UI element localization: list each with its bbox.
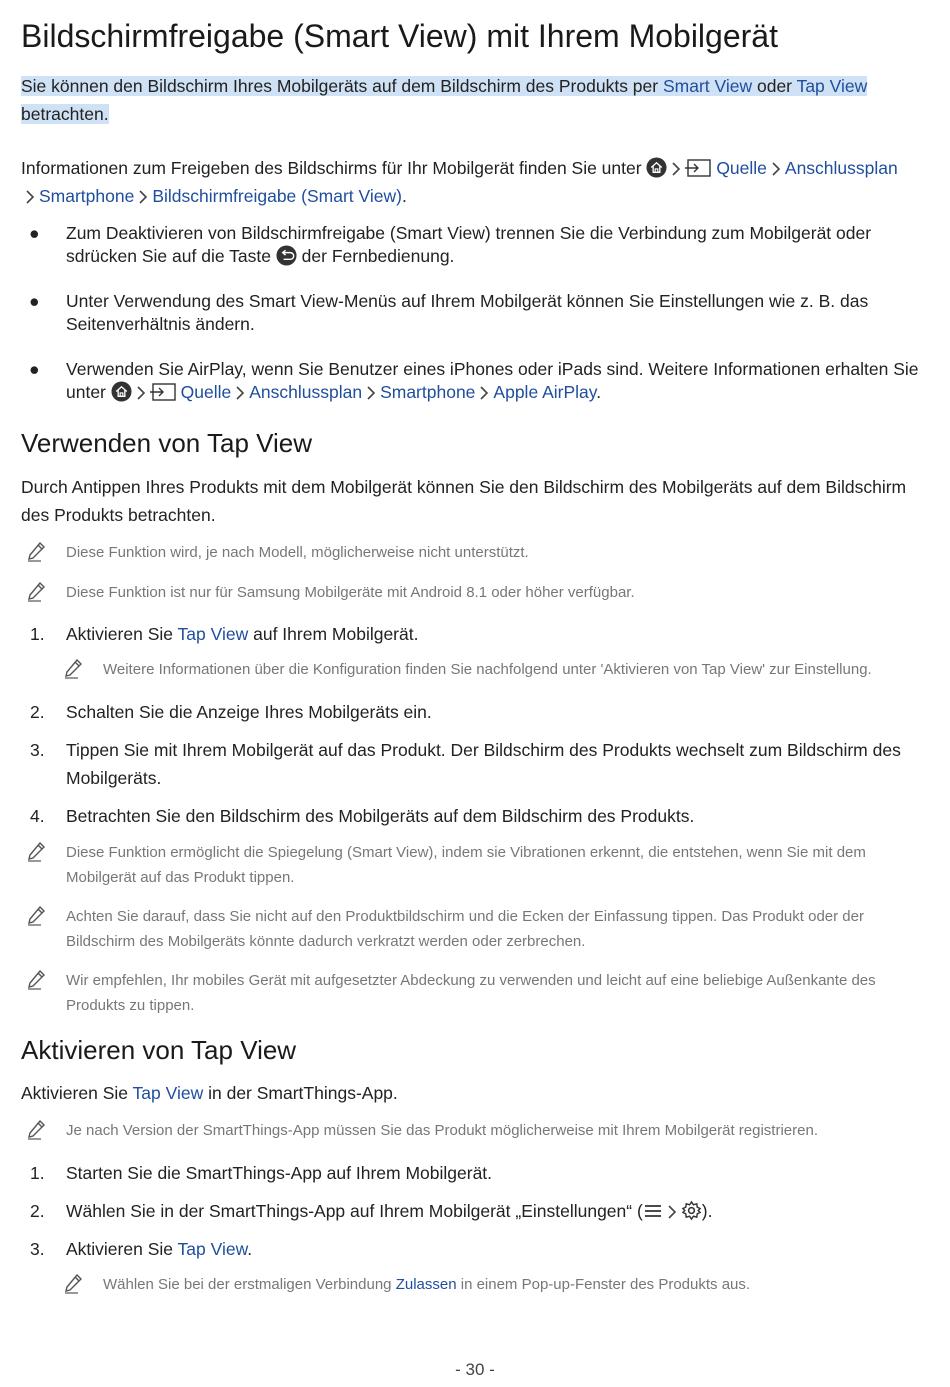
intro-paragraph [21,72,921,128]
pencil-note-icon [27,842,45,862]
info-paragraph: Informationen zum Freigeben des Bildschirms für Ihr Mobilgerät finden Sie unter Quelle Anschlussplan Smartphone Bildschirmfreigabe (Smart View). [21,158,898,206]
chevron-right-icon [25,189,35,205]
chevron-right-icon [479,385,489,401]
note-item: Je nach Version der SmartThings-App müssen Sie das Produkt möglicherweise mit Ihrem Mobilgerät registrieren. [21,1118,921,1143]
sub-note-item: Wählen Sie bei der erstmaligen Verbindung Zulassen in einem Pop-up-Fenster des Produkts aus. [58,1272,928,1297]
pencil-note-icon [27,970,45,990]
step-item: 1. Aktivieren Sie Tap View auf Ihrem Mobilgerät. [30,624,419,644]
source-icon [685,158,711,178]
section2-paragraph: Aktivieren Sie Tap View in der SmartThings-App. [21,1083,398,1103]
home-icon [111,381,132,402]
section-heading-activate-tap-view: Aktivieren von Tap View [21,1035,297,1065]
tap-view-link[interactable]: Tap View [177,1239,248,1259]
note-item: Wir empfehlen, Ihr mobiles Gerät mit aufgesetzter Abdeckung zu verwenden und leicht auf eine beliebige Außenkante des Produkts zu tippen. [21,968,921,1018]
path-source-link[interactable]: Quelle [180,382,232,402]
chevron-right-icon [667,1204,677,1220]
bullet-dot: ● [29,223,40,243]
tap-view-link[interactable]: Tap View [132,1083,204,1103]
menu-icon [643,1203,663,1219]
smart-view-link[interactable]: Smart View [662,76,753,96]
page-title: Bildschirmfreigabe (Smart View) mit Ihrem Mobilgerät [21,18,778,54]
path-source-link[interactable]: Quelle [716,158,767,178]
pencil-note-icon [27,542,45,562]
note-item: Diese Funktion ermöglicht die Spiegelung (Smart View), indem sie Vibrationen erkennt, die entstehen, wenn Sie mit dem Mobilgerät auf das Produkt tippen. [21,840,921,890]
path-screen-sharing-link[interactable]: Bildschirmfreigabe (Smart View) [152,186,402,206]
path-connection-guide-link[interactable]: Anschlussplan [249,382,363,402]
chevron-right-icon [138,189,148,205]
step-item: 3. Tippen Sie mit Ihrem Mobilgerät auf das Produkt. Der Bildschirm des Produkts wechselt zum Bildschirm des Mobilgeräts. [30,740,901,788]
path-smartphone-link[interactable]: Smartphone [380,382,476,402]
source-icon [150,382,176,402]
pencil-note-icon [27,906,45,926]
note-item: Achten Sie darauf, dass Sie nicht auf den Produktbildschirm und die Ecken der Einfassung tippen. Das Produkt oder der Bildschirm des Mobilgeräts könnte dadurch verkratzt werden oder zerbrechen. [21,904,921,954]
chevron-right-icon [136,385,146,401]
path-apple-airplay-link[interactable]: Apple AirPlay [493,382,597,402]
bullet-item: ● Zum Deaktivieren von Bildschirmfreigabe (Smart View) trennen Sie die Verbindung zum Mobilgerät oder sdrücken Sie auf die Taste der Fernbedienung. [29,223,872,266]
section-heading-use-tap-view: Verwenden von Tap View [21,428,313,458]
pencil-note-icon [64,659,82,679]
step-item: 2. Wählen Sie in der SmartThings-App auf Ihrem Mobilgerät „Einstellungen“ ( ). [30,1201,713,1221]
gear-icon [681,1200,702,1221]
chevron-right-icon [235,385,245,401]
step-item: 3. Aktivieren Sie Tap View. [30,1239,253,1259]
chevron-right-icon [366,385,376,401]
tap-view-link[interactable]: Tap View [796,76,868,96]
pencil-note-icon [27,582,45,602]
bullet-item: ● Verwenden Sie AirPlay, wenn Sie Benutzer eines iPhones oder iPads sind. Weitere Informationen erhalten Sie unter Quelle Anschlussplan Smartphone Apple AirPlay. [29,359,919,402]
bullet-dot: ● [29,359,40,379]
section1-paragraph: Durch Antippen Ihres Produkts mit dem Mobilgerät können Sie den Bildschirm des Mobilgeräts auf dem Bildschirm des Produkts betrachten. [21,477,907,525]
sub-note-item: Weitere Informationen über die Konfiguration finden Sie nachfolgend unter 'Aktivieren von Tap View' zur Einstellung. [58,657,928,682]
tap-view-link[interactable]: Tap View [177,624,249,644]
note-item: Diese Funktion wird, je nach Modell, möglicherweise nicht unterstützt. [21,540,921,565]
pencil-note-icon [64,1274,82,1294]
bullet-dot: ● [29,291,40,311]
chevron-right-icon [771,161,781,177]
bullet-item: ● Unter Verwendung des Smart View-Menüs auf Ihrem Mobilgerät können Sie Einstellungen wie z. B. das Seitenverhältnis ändern. [29,291,869,334]
step-item: 4. Betrachten Sie den Bildschirm des Mobilgeräts auf dem Bildschirm des Produkts. [30,806,695,826]
chevron-right-icon [671,161,681,177]
page-number: - 30 - [455,1360,495,1379]
path-smartphone-link[interactable]: Smartphone [39,186,135,206]
allow-link[interactable]: Zulassen [395,1276,457,1293]
back-icon [276,245,297,266]
intro-highlight: Sie können den Bildschirm Ihres Mobilgeräts auf dem Bildschirm des Produkts per Smart View oder Tap View betrachten. [21,76,868,124]
note-item: Diese Funktion ist nur für Samsung Mobilgeräte mit Android 8.1 oder höher verfügbar. [21,580,921,605]
pencil-note-icon [27,1120,45,1140]
path-connection-guide-link[interactable]: Anschlussplan [784,158,898,178]
home-icon [646,157,667,178]
step-item: 2. Schalten Sie die Anzeige Ihres Mobilgeräts ein. [30,702,432,722]
step-item: 1. Starten Sie die SmartThings-App auf Ihrem Mobilgerät. [30,1163,493,1183]
